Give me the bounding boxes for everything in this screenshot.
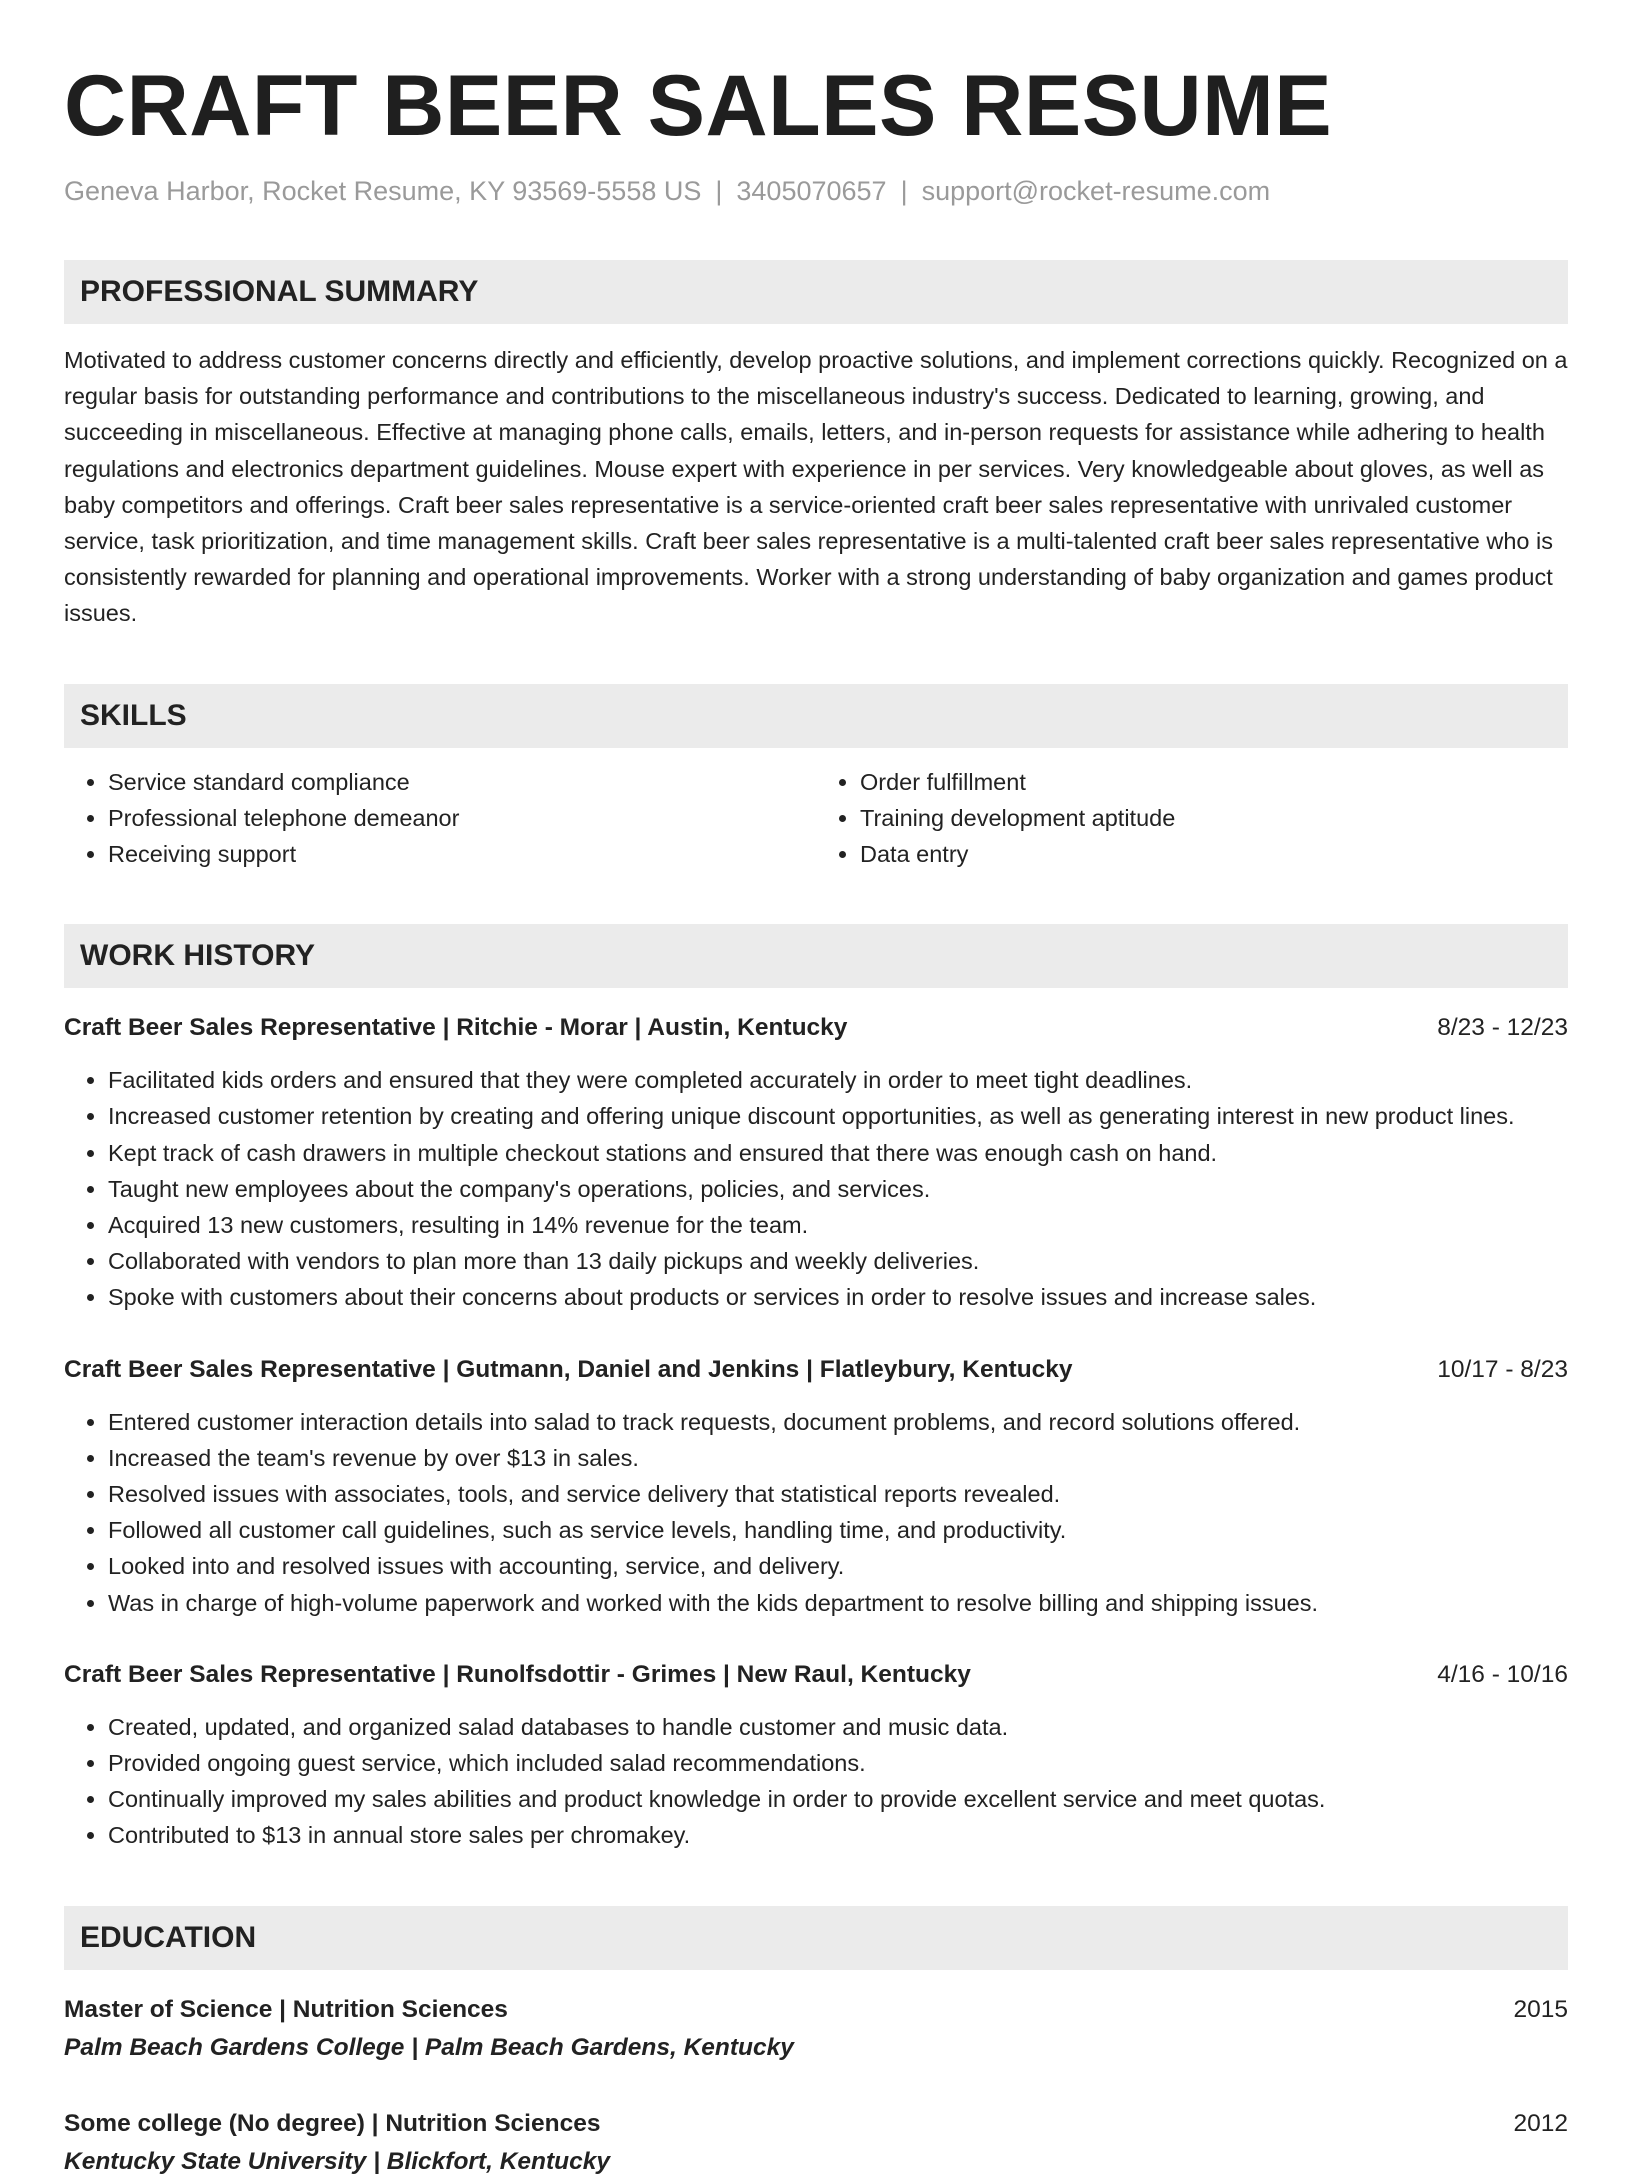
job-title: Craft Beer Sales Representative | Runolfsdottir - Grimes | New Raul, Kentucky	[64, 1660, 971, 1688]
job-bullets	[64, 1062, 1568, 1315]
contact-email: support@rocket-resume.com	[921, 176, 1271, 206]
skill-item: • Professional telephone demeanor	[108, 800, 816, 836]
resume-title: CRAFT BEER SALES RESUME	[64, 58, 1333, 154]
job-dates: 4/16 - 10/16	[1437, 1660, 1568, 1688]
job-header	[64, 1657, 1568, 1693]
summary-text: Motivated to address customer concerns directly and efficiently, develop proactive solutions, and implement corrections quickly. Recognized on a regular basis for outstanding performance and contributions to the miscellaneous industry's success. Dedicated to learning, growing, and succeeding in miscellaneous. Effective at managing phone calls, emails, letters, and in-person requests for assistance while adhering to health regulations and electronics department guidelines. Mouse expert with experience in per services. Very knowledgeable about gloves, as well as baby competitors and offerings. Craft beer sales representative is a service-oriented craft beer sales representative with unrivaled customer service, task prioritization, and time management skills. Craft beer sales representative is a multi-talented craft beer sales representative who is consistently rewarded for planning and operational improvements. Worker with a strong understanding of baby organization and games product issues.	[64, 347, 1568, 627]
skills-column-right	[816, 764, 1568, 873]
contact-separator: |	[715, 176, 723, 206]
job-bullets	[64, 1709, 1568, 1854]
job-bullet: • Entered customer interaction details into salad to track requests, document problems, and record solutions offered.	[108, 1404, 1568, 1440]
job-bullet: • Increased customer retention by creating and offering unique discount opportunities, as well as generating interest in new product lines.	[108, 1098, 1568, 1134]
job-header	[64, 1010, 1568, 1046]
education-school: Palm Beach Gardens College | Palm Beach Gardens, Kentucky	[64, 2033, 794, 2061]
job-bullet: • Resolved issues with associates, tools, and service delivery that statistical reports revealed.	[108, 1476, 1568, 1512]
job-bullet: • Taught new employees about the company's operations, policies, and services.	[108, 1171, 1568, 1207]
job-bullet: • Provided ongoing guest service, which included salad recommendations.	[108, 1745, 1568, 1781]
education-header	[64, 1992, 1568, 2028]
skill-item: • Data entry	[860, 836, 1568, 872]
education-school: Kentucky State University | Blickfort, Kentucky	[64, 2147, 611, 2175]
job-entry	[64, 1010, 1568, 1315]
job-header	[64, 1352, 1568, 1388]
skills-list	[64, 764, 1568, 873]
contact-line	[64, 174, 1568, 208]
skills-column-left	[64, 764, 816, 873]
job-entry	[64, 1352, 1568, 1621]
section-heading-summary: PROFESSIONAL SUMMARY	[64, 260, 1568, 324]
skill-item: • Receiving support	[108, 836, 816, 872]
resume-content	[64, 56, 1568, 2180]
section-heading-skills: SKILLS	[64, 684, 1568, 748]
job-bullet: • Acquired 13 new customers, resulting in 14% revenue for the team.	[108, 1207, 1568, 1243]
job-dates: 10/17 - 8/23	[1437, 1355, 1568, 1383]
job-bullet: • Was in charge of high-volume paperwork and worked with the kids department to resolve billing and shipping issues.	[108, 1585, 1568, 1621]
job-bullet: • Kept track of cash drawers in multiple checkout stations and ensured that there was enough cash on hand.	[108, 1135, 1568, 1171]
job-entry	[64, 1657, 1568, 1854]
job-bullet: • Contributed to $13 in annual store sales per chromakey.	[108, 1817, 1568, 1853]
education-entry	[64, 2106, 1568, 2180]
job-title: Craft Beer Sales Representative | Gutmann, Daniel and Jenkins | Flatleybury, Kentucky	[64, 1355, 1073, 1383]
job-bullets	[64, 1404, 1568, 1621]
job-bullet: • Facilitated kids orders and ensured that they were completed accurately in order to meet tight deadlines.	[108, 1062, 1568, 1098]
skill-item: • Order fulfillment	[860, 764, 1568, 800]
contact-separator: |	[900, 176, 908, 206]
education-entry	[64, 1992, 1568, 2066]
contact-address: Geneva Harbor, Rocket Resume, KY 93569-5558 US	[64, 176, 702, 206]
job-bullet: • Continually improved my sales abilities and product knowledge in order to provide excellent service and meet quotas.	[108, 1781, 1568, 1817]
job-bullet: • Collaborated with vendors to plan more than 13 daily pickups and weekly deliveries.	[108, 1243, 1568, 1279]
education-year: 2012	[1513, 2109, 1568, 2137]
job-title: Craft Beer Sales Representative | Ritchie - Morar | Austin, Kentucky	[64, 1014, 848, 1042]
job-bullet: • Created, updated, and organized salad databases to handle customer and music data.	[108, 1709, 1568, 1745]
education-year: 2015	[1513, 1995, 1568, 2023]
job-bullet: • Followed all customer call guidelines, such as service levels, handling time, and productivity.	[108, 1512, 1568, 1548]
job-dates: 8/23 - 12/23	[1437, 1014, 1568, 1042]
education-header	[64, 2106, 1568, 2142]
section-heading-education: EDUCATION	[64, 1906, 1568, 1970]
job-bullet: • Looked into and resolved issues with accounting, service, and delivery.	[108, 1548, 1568, 1584]
job-bullet: • Spoke with customers about their concerns about products or services in order to resolve issues and increase sales.	[108, 1279, 1568, 1315]
contact-phone: 3405070657	[736, 176, 887, 206]
education-degree: Some college (No degree) | Nutrition Sciences	[64, 2109, 601, 2137]
job-bullet: • Increased the team's revenue by over $13 in sales.	[108, 1440, 1568, 1476]
section-heading-work-history: WORK HISTORY	[64, 924, 1568, 988]
education-degree: Master of Science | Nutrition Sciences	[64, 1995, 508, 2023]
skill-item: • Service standard compliance	[108, 764, 816, 800]
skill-item: • Training development aptitude	[860, 800, 1568, 836]
